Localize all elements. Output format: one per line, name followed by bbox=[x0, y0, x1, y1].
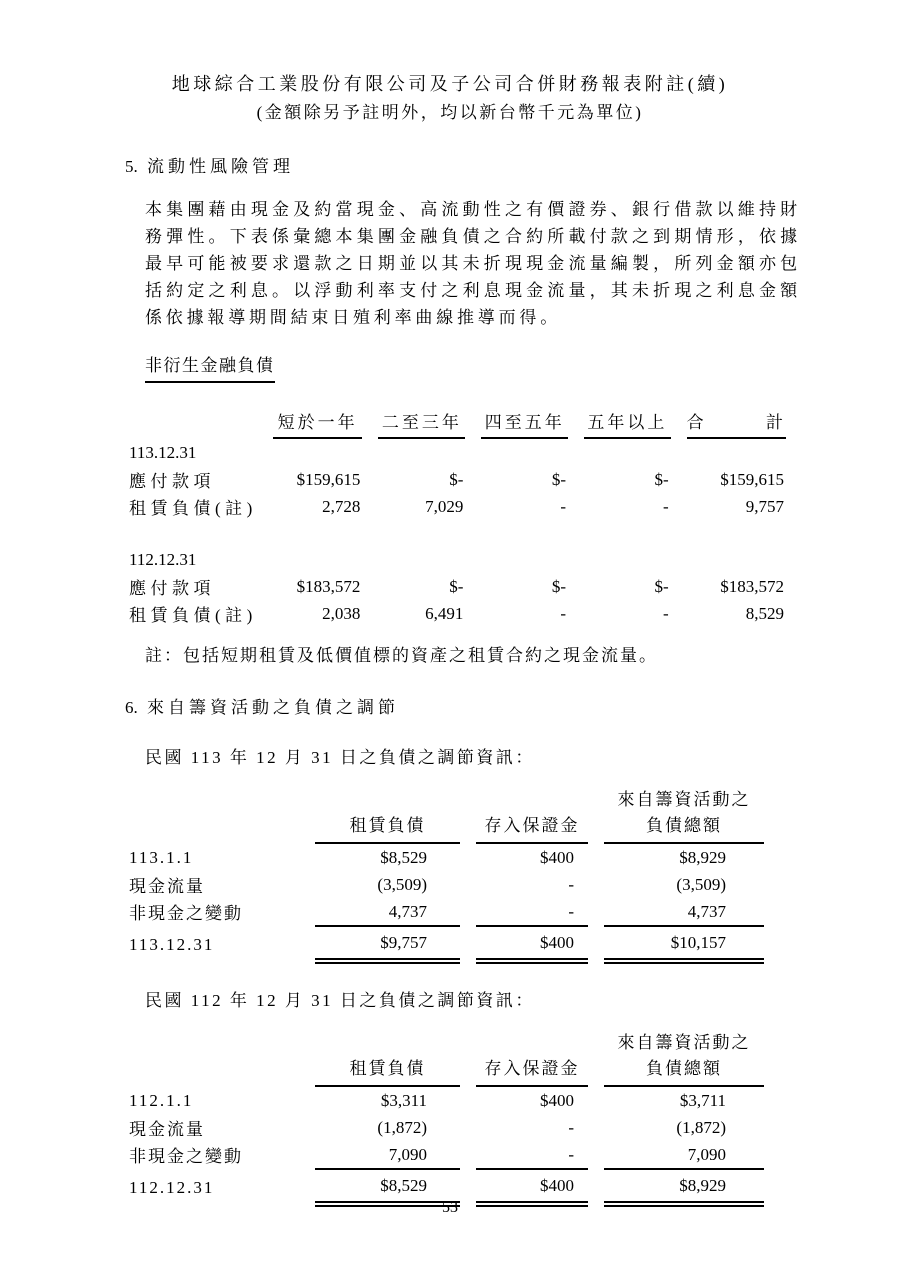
maturity-table-note: 註：包括短期租賃及低價值標的資產之租賃合約之現金流量。 bbox=[145, 646, 658, 665]
cell-total-value: $8,529 bbox=[315, 1168, 460, 1207]
cell-value: $8,529 bbox=[380, 847, 427, 867]
cell-value: - bbox=[560, 603, 567, 623]
reconciliation-table-113 bbox=[113, 787, 780, 964]
row-label: 非現金之變動 bbox=[129, 904, 243, 923]
section-5-heading bbox=[125, 154, 802, 180]
cell-value: - bbox=[663, 603, 669, 623]
row-label: 應付款項 bbox=[129, 472, 215, 491]
col-total-financing-liabilities bbox=[604, 1030, 764, 1087]
cell-value: $183,572 bbox=[720, 576, 784, 596]
row-label: 112.1.1 bbox=[129, 1090, 194, 1110]
cell-value: 7,029 bbox=[425, 496, 464, 516]
row-label: 應付款項 bbox=[129, 579, 215, 598]
cell-value: - bbox=[568, 901, 574, 921]
document-subtitle: (金額除另予註明外，均以新台幣千元為單位) bbox=[256, 103, 644, 122]
cell-value: (3,509) bbox=[377, 874, 427, 894]
cell-total-value: $10,157 bbox=[604, 925, 764, 964]
maturity-col-2-3yr: 二至三年 bbox=[378, 403, 465, 439]
maturity-header-empty bbox=[129, 403, 257, 439]
page-number: 53 bbox=[442, 1199, 458, 1216]
col-lease-liabilities: 租賃負債 bbox=[315, 787, 460, 844]
table-row-payables-112 bbox=[129, 573, 786, 600]
cell-value: $3,711 bbox=[679, 1090, 726, 1110]
cell-value: 4,737 bbox=[687, 901, 726, 921]
table-row-non-cash bbox=[129, 1141, 764, 1168]
row-label: 現金流量 bbox=[129, 1120, 205, 1139]
col-guarantee-deposits: 存入保證金 bbox=[476, 1030, 588, 1087]
group-date-112: 112.12.31 bbox=[129, 549, 197, 569]
cell-value: 2,728 bbox=[322, 496, 361, 516]
cell-value: $159,615 bbox=[720, 469, 784, 489]
cell-value: 7,090 bbox=[687, 1144, 726, 1164]
table-row-opening bbox=[129, 1087, 764, 1114]
cell-value: (1,872) bbox=[676, 1117, 726, 1137]
cell-total-value: $400 bbox=[476, 925, 588, 964]
cell-value: $- bbox=[449, 469, 464, 489]
liquidity-risk-paragraph: 本集團藉由現金及約當現金、高流動性之有價證券、銀行借款以維持財務彈性。下表係彙總本集團金融負債之合約所載付款之到期情形，依據最早可能被要求還款之日期並以其未折現現金流量編製，所列金額亦包括約定之利息。以浮動利率支付之利息現金流量，其未折現之利息金額係依據報導期間結束日殖利率曲線推導而得。 bbox=[145, 200, 801, 327]
cell-value: (1,872) bbox=[377, 1117, 427, 1137]
maturity-col-total: 合計 bbox=[687, 403, 786, 439]
cell-value: 8,529 bbox=[745, 603, 784, 623]
maturity-analysis-table bbox=[113, 403, 802, 627]
group-date-113: 113.12.31 bbox=[129, 442, 197, 462]
cell-value: $400 bbox=[540, 847, 574, 867]
document-title: 地球綜合工業股份有限公司及子公司合併財務報表附註(續) bbox=[171, 74, 729, 94]
cell-value: - bbox=[568, 1117, 574, 1137]
section-6-heading bbox=[125, 695, 802, 721]
cell-value: - bbox=[663, 496, 669, 516]
section-6-number: 6. bbox=[125, 698, 138, 717]
cell-value: 7,090 bbox=[388, 1144, 427, 1164]
page-content bbox=[125, 154, 802, 1207]
maturity-col-under-1yr: 短於一年 bbox=[273, 403, 363, 439]
col-total-financing-liabilities bbox=[604, 787, 764, 844]
spacer-row bbox=[129, 520, 786, 546]
table-row-lease-112 bbox=[129, 600, 786, 627]
cell-value: $- bbox=[551, 576, 567, 596]
cell-value: 2,038 bbox=[322, 603, 361, 623]
table-row-cash-flows bbox=[129, 871, 764, 898]
col-total-line1: 來自籌資活動之 bbox=[617, 1033, 751, 1052]
cell-value: - bbox=[568, 1144, 574, 1164]
cell-value: 6,491 bbox=[425, 603, 464, 623]
section-5-number: 5. bbox=[125, 157, 138, 176]
header-empty bbox=[129, 787, 299, 844]
group-date-row-113 bbox=[129, 439, 786, 466]
section-5-title: 流動性風險管理 bbox=[147, 157, 294, 176]
document-header bbox=[0, 0, 900, 128]
table-row-cash-flows bbox=[129, 1114, 764, 1141]
row-label: 租賃負債(註) bbox=[129, 499, 257, 518]
table-row-non-cash bbox=[129, 898, 764, 925]
header-empty bbox=[129, 1030, 299, 1087]
cell-total-value: $400 bbox=[476, 1168, 588, 1207]
section-6-title: 來自籌資活動之負債之調節 bbox=[147, 698, 399, 717]
col-lease-liabilities: 租賃負債 bbox=[315, 1030, 460, 1087]
cell-total-value: $8,929 bbox=[604, 1168, 764, 1207]
group-date-row-112 bbox=[129, 546, 786, 573]
cell-value: $- bbox=[654, 576, 669, 596]
row-label: 113.1.1 bbox=[129, 847, 194, 867]
reconciliation-header-row bbox=[129, 787, 764, 844]
col-total-line2: 負債總額 bbox=[646, 1059, 722, 1078]
col-total-line2: 負債總額 bbox=[646, 816, 722, 835]
cell-value: 9,757 bbox=[745, 496, 784, 516]
col-total-line1: 來自籌資活動之 bbox=[617, 790, 751, 809]
table-row-lease-113 bbox=[129, 493, 786, 520]
maturity-col-over-5yr: 五年以上 bbox=[584, 403, 671, 439]
cell-value: (3,509) bbox=[676, 874, 726, 894]
cell-value: $400 bbox=[540, 1090, 574, 1110]
maturity-col-4-5yr: 四至五年 bbox=[481, 403, 568, 439]
cell-value: $- bbox=[551, 469, 567, 489]
reconciliation-caption-112: 民國 112 年 12 月 31 日之負債之調節資訊： bbox=[145, 991, 535, 1010]
reconciliation-caption-113: 民國 113 年 12 月 31 日之負債之調節資訊： bbox=[145, 748, 535, 767]
row-label: 非現金之變動 bbox=[129, 1147, 243, 1166]
row-label: 現金流量 bbox=[129, 877, 205, 896]
table-row-payables-113 bbox=[129, 466, 786, 493]
table-row-closing-total bbox=[129, 925, 764, 964]
maturity-header-row bbox=[129, 403, 786, 439]
reconciliation-header-row bbox=[129, 1030, 764, 1087]
cell-value: $159,615 bbox=[296, 469, 361, 489]
row-label: 113.12.31 bbox=[129, 934, 215, 954]
reconciliation-table-112 bbox=[113, 1030, 780, 1207]
cell-value: $- bbox=[449, 576, 464, 596]
cell-value: $3,311 bbox=[380, 1090, 427, 1110]
cell-value: - bbox=[560, 496, 567, 516]
row-label: 租賃負債(註) bbox=[129, 606, 257, 625]
cell-value: - bbox=[568, 874, 574, 894]
cell-total-value: $9,757 bbox=[315, 925, 460, 964]
col-guarantee-deposits: 存入保證金 bbox=[476, 787, 588, 844]
cell-value: $8,929 bbox=[679, 847, 726, 867]
cell-value: $183,572 bbox=[296, 576, 361, 596]
cell-value: 4,737 bbox=[388, 901, 427, 921]
non-derivative-liabilities-subheading bbox=[145, 353, 802, 383]
non-derivative-liabilities-label: 非衍生金融負債 bbox=[145, 353, 275, 383]
row-label: 112.12.31 bbox=[129, 1177, 215, 1197]
table-row-opening bbox=[129, 844, 764, 871]
cell-value: $- bbox=[654, 469, 669, 489]
